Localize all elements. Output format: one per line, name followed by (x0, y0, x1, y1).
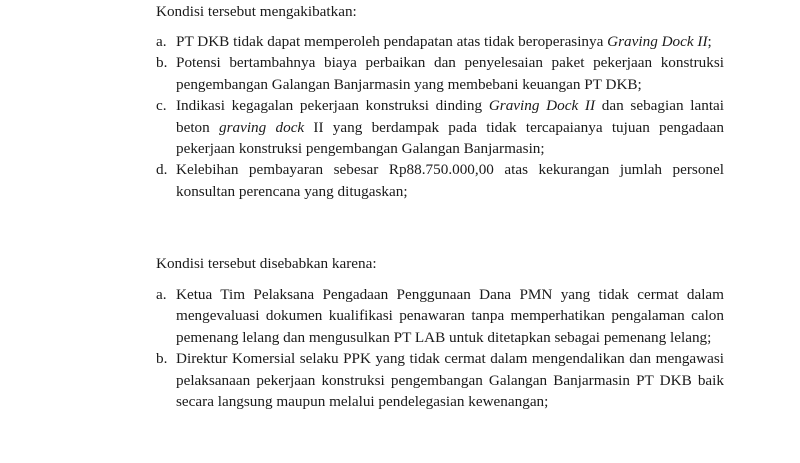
italic-term: graving dock (219, 118, 305, 136)
causes-list (156, 284, 724, 412)
text-run: Indikasi kegagalan pekerjaan konstruksi dinding (176, 97, 489, 115)
text-run: ; (707, 33, 712, 50)
causes-intro: Kondisi tersebut disebabkan karena: (156, 255, 377, 272)
effects-list (156, 31, 724, 202)
text-run: Ketua Tim Pelaksana Pengadaan Penggunaan Dana PMN yang tidak cermat dalam mengevaluasi dokumen kualifikasi penawaran tanpa memperhatikan pengalaman calon pemenang lelang dan mengusulkan PT LAB untuk ditetapkan sebagai pemenang lelang; (176, 286, 724, 346)
effects-intro: Kondisi tersebut mengakibatkan: (156, 3, 357, 20)
text-run: Potensi bertambahnya biaya perbaikan dan penyelesaian paket pekerjaan konstruksi pengembangan Galangan Banjarmasin yang membebani keuangan PT DKB; (176, 54, 724, 93)
list-item-text (176, 95, 724, 159)
italic-term: Graving Dock II (607, 33, 708, 50)
list-item (156, 348, 724, 412)
list-item-paragraph (176, 159, 724, 202)
list-item-paragraph (176, 31, 724, 52)
text-run: Direktur Komersial selaku PPK yang tidak cermat dalam mengendalikan dan mengawasi pelaksanaan pekerjaan konstruksi pengembangan Galangan Banjarmasin PT DKB baik secara langsung maupun melalui pendelegasian kewenangan; (176, 350, 724, 411)
list-item-text (176, 284, 724, 348)
text-run: dan sebagian lantai beton (176, 97, 725, 136)
list-marker: d. (156, 161, 168, 179)
text-run: Kelebihan pembayaran sebesar Rp88.750.000,00 atas kekurangan jumlah personel konsultan perencana yang ditugaskan; (176, 161, 724, 200)
list-item-paragraph (176, 95, 724, 159)
list-item (156, 95, 724, 159)
list-item (156, 52, 724, 95)
list-marker: b. (156, 54, 168, 72)
italic-term: Graving Dock II (488, 97, 596, 115)
list-item-text (176, 348, 724, 412)
list-marker: c. (156, 97, 167, 115)
list-item-paragraph (176, 348, 724, 412)
list-marker: a. (156, 286, 167, 303)
text-run: PT DKB tidak dapat memperoleh pendapatan atas tidak beroperasinya (176, 33, 608, 50)
list-item-paragraph (176, 284, 724, 348)
list-item-text (176, 52, 724, 95)
list-item-text (176, 31, 724, 52)
list-item (156, 284, 724, 348)
list-item-paragraph (176, 52, 724, 95)
text-run: II yang berdampak pada tidak tercapaianya tujuan pengadaan pekerjaan konstruksi pengembangan Galangan Banjarmasin; (176, 118, 724, 158)
list-item-text (176, 159, 724, 202)
list-item (156, 159, 724, 202)
list-marker: a. (156, 33, 167, 50)
list-item (156, 31, 724, 52)
list-marker: b. (156, 350, 168, 368)
